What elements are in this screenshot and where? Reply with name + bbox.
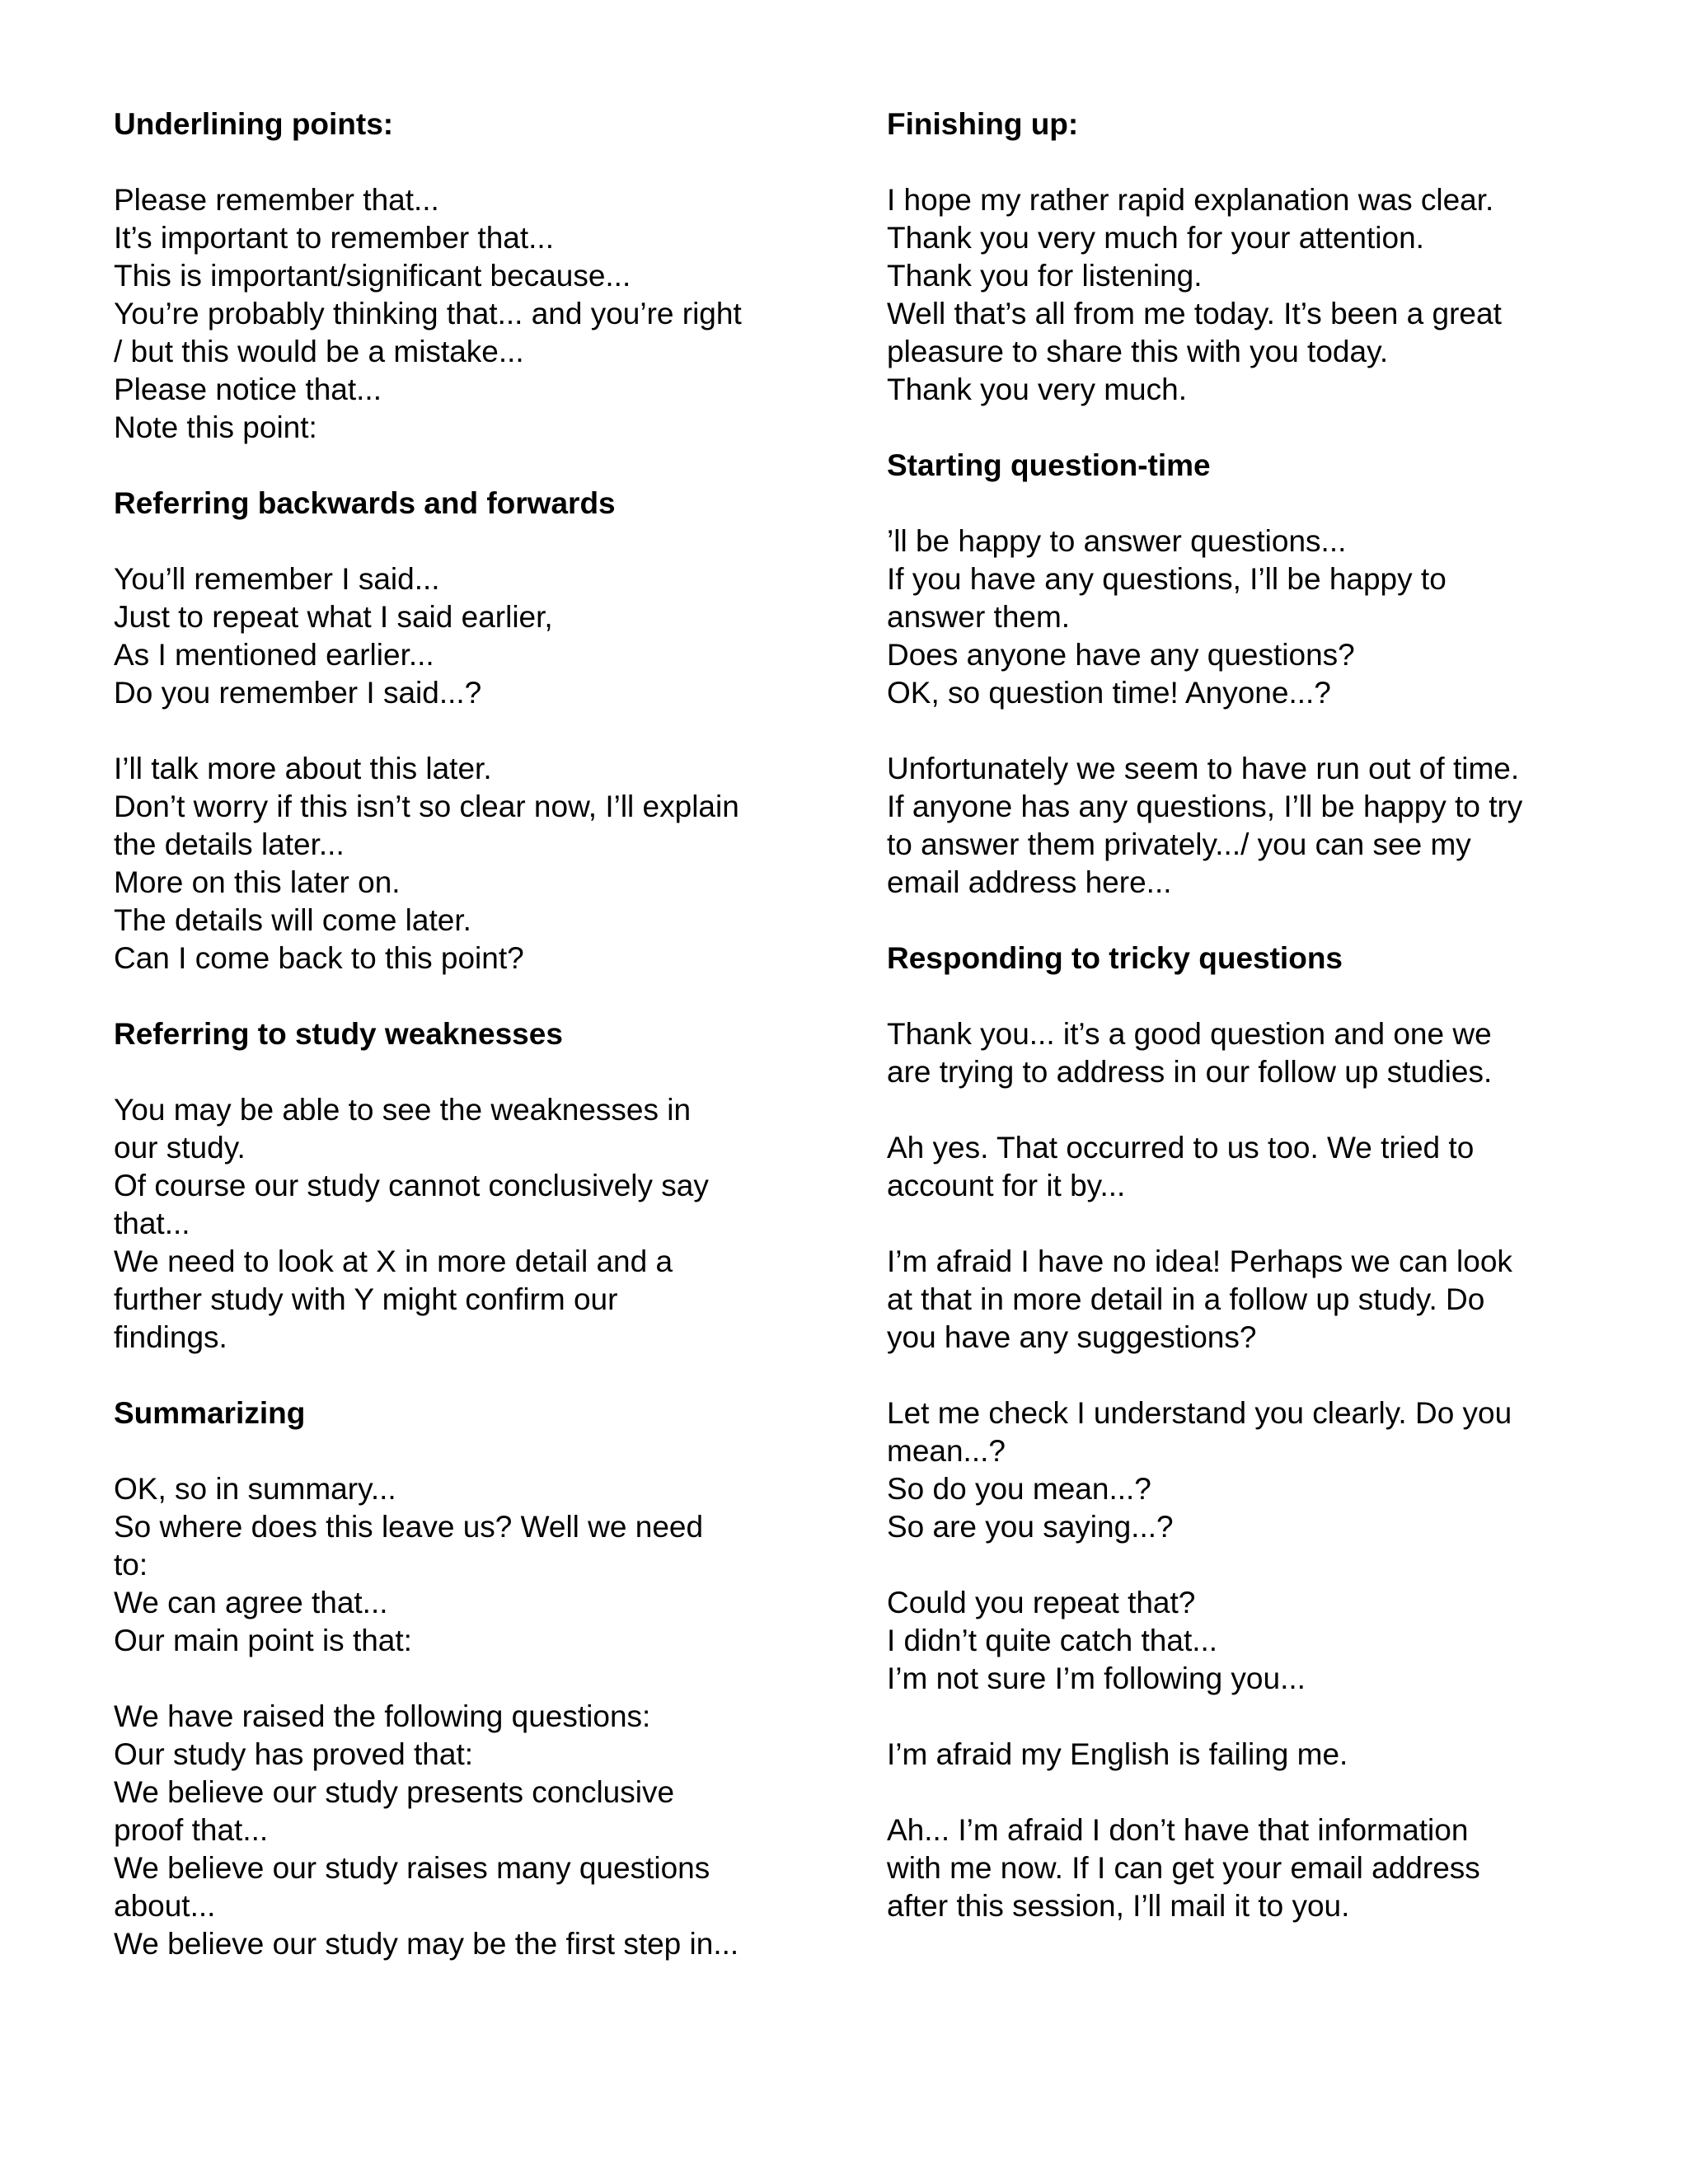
- phrase-group: [887, 1129, 1612, 1205]
- phrase-line: email address here...: [887, 865, 1172, 899]
- phrase-line: Just to repeat what I said earlier,: [114, 600, 553, 634]
- phrase-group: [887, 1584, 1612, 1698]
- phrase-line: Our study has proved that:: [114, 1737, 474, 1771]
- phrase-line: Of course our study cannot conclusively say: [114, 1169, 709, 1202]
- phrase-line: If you have any questions, I’ll be happy to: [887, 562, 1447, 596]
- phrase-line: OK, so question time! Anyone...?: [887, 676, 1331, 710]
- phrase-line: to answer them privately.../ you can see my: [887, 827, 1471, 861]
- phrase-line: More on this later on.: [114, 865, 401, 899]
- phrase-line: Well that’s all from me today. It’s been a great: [887, 297, 1502, 330]
- phrase-line: I’m afraid my English is failing me.: [887, 1737, 1348, 1771]
- phrase-line: Can I come back to this point?: [114, 941, 524, 975]
- section-heading: Underlining points:: [114, 107, 394, 141]
- section-heading: Referring to study weaknesses: [114, 1017, 563, 1051]
- phrase-group: [887, 1394, 1612, 1546]
- phrase-line: So where does this leave us? Well we need: [114, 1510, 704, 1544]
- phrase-line: answer them.: [887, 600, 1071, 634]
- section-finishing-up: [887, 105, 1612, 409]
- section-underlining-points: [114, 105, 823, 447]
- phrase-group: [887, 1243, 1612, 1357]
- left-column: [114, 105, 823, 2001]
- phrase-line: are trying to address in our follow up studies.: [887, 1055, 1493, 1089]
- phrase-line: Please remember that...: [114, 183, 439, 217]
- phrase-line: We need to look at X in more detail and a: [114, 1244, 673, 1278]
- phrase-line: You’ll remember I said...: [114, 562, 440, 596]
- phrase-line: Thank you very much.: [887, 373, 1187, 406]
- phrase-group: [114, 750, 823, 977]
- phrase-line: pleasure to share this with you today.: [887, 335, 1389, 368]
- phrase-line: after this session, I’ll mail it to you.: [887, 1889, 1350, 1923]
- phrase-line: Note this point:: [114, 410, 317, 444]
- section-heading: Finishing up:: [887, 107, 1079, 141]
- phrase-line: Thank you... it’s a good question and one we: [887, 1017, 1492, 1051]
- phrase-line: the details later...: [114, 827, 345, 861]
- phrase-line: account for it by...: [887, 1169, 1126, 1202]
- phrase-line: findings.: [114, 1320, 227, 1354]
- phrase-line: Unfortunately we seem to have run out of time.: [887, 752, 1520, 785]
- phrase-line: / but this would be a mistake...: [114, 335, 524, 368]
- phrase-group: [887, 523, 1612, 712]
- section-summarizing: [114, 1394, 823, 1963]
- phrase-line: Thank you for listening.: [887, 259, 1203, 293]
- phrase-line: Our main point is that:: [114, 1624, 412, 1657]
- phrase-group: [887, 750, 1612, 902]
- right-column: [887, 105, 1612, 1963]
- phrase-line: We can agree that...: [114, 1586, 388, 1619]
- section-heading: Responding to tricky questions: [887, 941, 1343, 975]
- phrase-line: You may be able to see the weaknesses in: [114, 1093, 692, 1127]
- phrase-group: [114, 1091, 823, 1357]
- phrase-line: Does anyone have any questions?: [887, 638, 1355, 672]
- phrase-line: We have raised the following questions:: [114, 1699, 651, 1733]
- phrase-line: I’m not sure I’m following you...: [887, 1661, 1306, 1695]
- phrase-line: ’ll be happy to answer questions...: [887, 524, 1347, 558]
- phrase-group: [114, 1470, 823, 1660]
- phrase-group: [114, 560, 823, 712]
- phrase-line: You’re probably thinking that... and you’re right: [114, 297, 742, 330]
- phrase-line: to:: [114, 1548, 148, 1582]
- phrase-line: The details will come later.: [114, 903, 471, 937]
- phrase-line: Don’t worry if this isn’t so clear now, I’ll explain: [114, 790, 739, 823]
- phrase-line: I didn’t quite catch that...: [887, 1624, 1218, 1657]
- phrase-line: further study with Y might confirm our: [114, 1282, 618, 1316]
- phrase-line: If anyone has any questions, I’ll be happy to try: [887, 790, 1523, 823]
- section-heading: Starting question-time: [887, 448, 1211, 482]
- phrase-line: Do you remember I said...?: [114, 676, 482, 710]
- phrase-line: Please notice that...: [114, 373, 382, 406]
- phrase-group: [114, 1698, 823, 1963]
- phrase-line: our study.: [114, 1131, 246, 1165]
- phrase-line: Let me check I understand you clearly. Do you: [887, 1396, 1512, 1430]
- phrase-group: [114, 181, 823, 447]
- phrase-group: [887, 181, 1612, 409]
- phrase-group: [887, 1811, 1612, 1925]
- phrase-line: proof that...: [114, 1813, 269, 1847]
- phrase-line: I’ll talk more about this later.: [114, 752, 492, 785]
- section-referring-to-study-weaknesses: [114, 1015, 823, 1357]
- phrase-line: We believe our study raises many questions: [114, 1851, 710, 1885]
- phrase-line: This is important/significant because...: [114, 259, 631, 293]
- phrase-line: Ah yes. That occurred to us too. We tried to: [887, 1131, 1475, 1165]
- phrase-line: It’s important to remember that...: [114, 221, 554, 255]
- section-heading: Referring backwards and forwards: [114, 486, 616, 520]
- section-starting-question-time: [887, 447, 1612, 902]
- phrase-line: So are you saying...?: [887, 1510, 1174, 1544]
- section-heading: Summarizing: [114, 1396, 306, 1430]
- section-responding-to-tricky-questions: [887, 940, 1612, 1925]
- phrase-line: I’m afraid I have no idea! Perhaps we can look: [887, 1244, 1512, 1278]
- phrase-line: We believe our study presents conclusive: [114, 1775, 675, 1809]
- phrase-line: Could you repeat that?: [887, 1586, 1196, 1619]
- phrase-line: mean...?: [887, 1434, 1006, 1468]
- phrase-line: that...: [114, 1207, 190, 1240]
- phrase-group: [887, 1015, 1612, 1091]
- phrase-line: with me now. If I can get your email address: [887, 1851, 1480, 1885]
- phrase-line: about...: [114, 1889, 216, 1923]
- phrase-line: OK, so in summary...: [114, 1472, 396, 1506]
- phrase-line: at that in more detail in a follow up study. Do: [887, 1282, 1485, 1316]
- phrase-line: you have any suggestions?: [887, 1320, 1257, 1354]
- phrase-line: I hope my rather rapid explanation was clear.: [887, 183, 1494, 217]
- phrase-line: As I mentioned earlier...: [114, 638, 434, 672]
- phrase-line: We believe our study may be the first step in...: [114, 1927, 739, 1961]
- phrase-line: Thank you very much for your attention.: [887, 221, 1424, 255]
- phrase-line: Ah... I’m afraid I don’t have that information: [887, 1813, 1469, 1847]
- section-referring-backwards-and-forwards: [114, 485, 823, 977]
- phrase-line: So do you mean...?: [887, 1472, 1151, 1506]
- phrase-group: [887, 1736, 1612, 1774]
